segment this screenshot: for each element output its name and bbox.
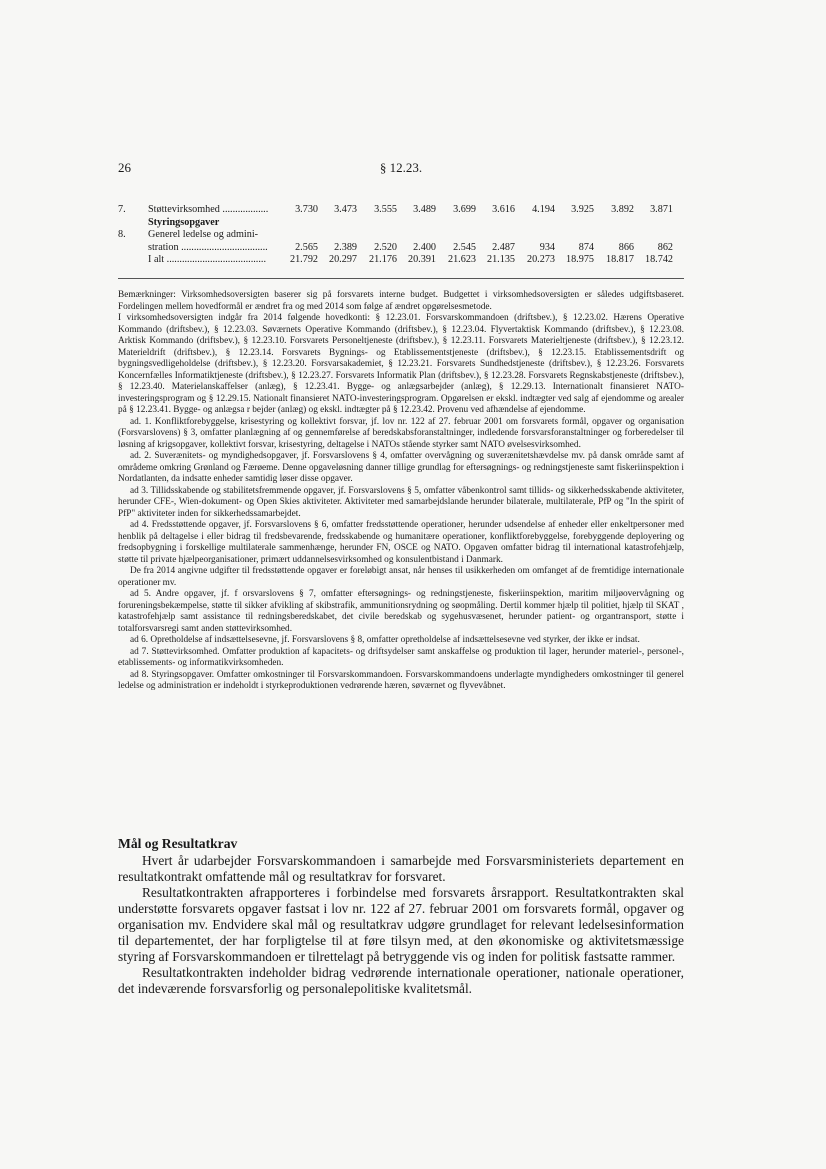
notes-paragraph: ad 4. Fredsstøttende opgaver, jf. Forsvarslovens § 6, omfatter fredsstøttende operationer, herunder udsendelse af enheder eller enkeltpersoner med henblik på deltagelse i eller bidrag til fredsbevarende, fredsskabende og humanitære operationer, konfliktforebyggelse, forebyggende deployering og fredsopbygning i forskellige multilaterale sammenhænge, herunder FN, OSCE og NATO. Opgaven omfatter bidrag til international katastrofehjælp, støtte til private hjælpeorganisationer, primært uddannelsesvirksomhed og konsulentbistand i Danmark. [118, 520, 684, 565]
cell-value: 2.545 [453, 241, 476, 253]
cell-value: 3.925 [571, 204, 594, 215]
page-number: 26 [118, 160, 131, 175]
cell-value: 866 [618, 241, 634, 253]
cell-value: 3.555 [374, 204, 397, 215]
cell-value: 2.487 [492, 241, 515, 253]
cell-value: 21.176 [368, 254, 397, 266]
cell-value: 21.623 [447, 254, 476, 266]
notes-paragraph: ad 6. Opretholdelse af indsættelsesevne, jf. Forsvarslovens § 8, omfatter opretholdelse af indsættelsesevne ved styrker, der ikke er indsat. [130, 635, 640, 645]
cell-value: 3.871 [650, 204, 673, 215]
notes-paragraph: ad 5. Andre opgaver, jf. f orsvarslovens § 7, omfatter eftersøgnings- og redningstjeneste, fiskeriinspektion, maritim miljøovervågning og forureningsbekæmpelse, støtte til sikker afvikling af skibstrafik, ammunitionsrydning og søopmåling. Dertil kommer hjælp til politiet, hjælp til SKAT , katastrofehjælp samt assistance til redningsberedskabet, det civile beredskab og sygehusvæsenet, herunder patient- og organtransport, støtte i totalforsvarsregi samt anden støttevirksomhed. [118, 589, 684, 634]
table-row [118, 242, 684, 255]
row-number: 8. [118, 229, 126, 241]
row-group-heading: Styringsopgaver [148, 216, 220, 228]
section-reference: § 12.23. [379, 160, 423, 175]
notes-block [118, 290, 684, 693]
notes-paragraph: ad. 1. Konfliktforebyggelse, krisestyring og kollektivt forsvar, jf. lov nr. 122 af 27. februar 2001 om forsvarets formål, opgaver og organisation (Forsvarslovens) § 3, omfatter planlægning af og gennemførelse af beredskabsforanstaltninger, indledende forsvarsforanstaltninger og forberedelser til løsning af krigsopgaver, kollektivt forsvar, krisestyring, deltagelse i NATOs stående styrker samt NATO øvelsesvirksomhed. [118, 416, 684, 450]
cell-value: 2.520 [374, 241, 397, 253]
cell-value: 3.473 [334, 204, 357, 215]
cell-value: 21.792 [289, 254, 318, 266]
budget-table [118, 204, 684, 267]
cell-value: 2.565 [295, 241, 318, 253]
cell-value: 3.616 [492, 204, 515, 215]
cell-value: 21.135 [486, 254, 515, 266]
body-paragraph: Resultatkontrakten afrapporteres i forbindelse med forsvarets årsrapport. Resultatkontrakten skal understøtte forsvarets opgaver fastsat i lov nr. 122 af 27. februar 2001 om forsvarets formål, opgaver og organisation mv. Endvidere skal mål og resultatkrav udgøre grundlaget for relevant ledelsesinformation til departementet, der har forpligtelse til at føre tilsyn med, at den økonomiske og aktivitetsmæssige styring af Forsvarskommandoen er tilrettelagt på betryggende vis og inden for politisk fastsatte rammer. [118, 885, 684, 964]
row-label: I alt ....................................... [148, 254, 266, 266]
notes-paragraph: ad. 2. Suverænitets- og myndighedsopgaver, jf. Forsvarslovens § 4, omfatter overvågning og suverænitetshævdelse mv. på dansk område samt af områdeme omkring Grønland og Færøeme. Denne opgaveløsning danner tillige grundlag for eftersøgnings- og redningstjeneste samt fiskeriinspektion i Nordatlanten, da indsatte enheder samtidig løser disse opgaver. [118, 451, 684, 484]
body-paragraph: Hvert år udarbejder Forsvarskommandoen i samarbejde med Forsvarsministeriets departement en resultatkontrakt omfattende mål og resultatkrav for forsvaret. [118, 853, 684, 884]
notes-paragraph: ad 3. Tillidsskabende og stabilitetsfremmende opgaver, jf. Forsvarslovens § 5, omfatter våbenkontrol samt tillids- og sikkerhedsskabende aktiviteter, herunder CFE-, Wien-dokument- og Open Skies aktiviteter. Aktiviteter med samarbejdslande herunder bilaterale, multilaterale, PfP og "In the spirit of PfP" aktiviteter inden for sikkerhedssamarbejdet. [118, 485, 684, 519]
section-heading: Mål og Resultatkrav [118, 836, 238, 851]
cell-value: 3.892 [611, 204, 634, 215]
notes-paragraph: De fra 2014 angivne udgifter til fredsstøttende opgaver er foreløbigt ansat, når henses til usikkerheden om omfanget af de fremtidige internationale operationer mv. [118, 566, 684, 588]
notes-paragraph: I virksomhedsoversigten indgår fra 2014 følgende hovedkonti: § 12.23.01. Forsvarskommandoen (driftsbev.), § 12.23.02. Hærens Operative Kommando (driftsbev.), § 12.23.03. Søværnets Operative Kommando (driftsbev.), § 12.23.04. Flyvertaktisk Kommando (driftsbev.), § 12.23.08. Arktisk Kommando (driftsbev.), § 12.23.10. Forsvarets Personeltjeneste (driftsbev.), § 12.23.11. Forsvarets Materieltjeneste (driftsbev.), § 12.23.12. Materieldrift (driftsbev.), § 12.23.14. Forsvarets Bygnings- og Etablissementstjeneste (driftsbev.), § 12.23.15. Etablissementsdrift og bygningsvedligeholdelse (driftsbev.), § 12.23.20. Forsvarsakademiet, § 12.23.21. Forsvarets Sundhedstjeneste (driftsbev.), § 12.23.26. Forsvarets Koncernfælles Informatiktjeneste (driftsbev.), § 12.23.27. Forsvarets Informatik Plan (driftsbev.), § 12.23.28. Forsvarets Regnskabstjeneste (driftsbev.), § 12.23.40. Materielanskaffelser (anlæg), § 12.23.41. Bygge- og anlægsarbejder (anlæg), § 12.29.13. Internationalt finansieret NATO-investeringsprogram og § 12.29.15. Nationalt finansieret NATO-investeringsprogram. Opgørelsen er ekskl. indtægter ved salg af ejendomme og arealer på § 12.23.41. Bygge- og anlægsa r bejder (anlæg) og ekskl. indtægter på § 12.23.42. Provenu ved afhændelse af ejendomme. [118, 313, 684, 415]
notes-paragraph: ad 8. Styringsopgaver. Omfatter omkostninger til Forsvarskommandoen. Forsvarskommandoens underlagte myndigheders omkostninger til generel ledelse og administration er indeholdt i styrkeproduktionen vedrørende hæren, søværnet og flyvevåbnet. [118, 669, 684, 691]
table-divider [118, 278, 684, 279]
row-number: 7. [118, 204, 126, 215]
row-label: stration .................................. [148, 241, 268, 253]
table-row [118, 217, 684, 230]
notes-paragraph: Bemærkninger: Virksomhedsoversigten baserer sig på forsvarets interne budget. Budgettet i virksomhedsoversigten er således udgiftsbaseret. Fordelingen mellem hovedformål er ændret fra og med 2014 som følge af ændret opgørelsesmetode. [118, 290, 684, 312]
cell-value: 2.400 [413, 241, 436, 253]
cell-value: 934 [539, 241, 555, 253]
cell-value: 20.297 [328, 254, 357, 266]
cell-value: 18.742 [644, 254, 673, 266]
cell-value: 862 [657, 241, 673, 253]
row-label: Støttevirksomhed .................. [148, 204, 269, 215]
cell-value: 3.730 [295, 204, 318, 215]
cell-value: 2.389 [334, 241, 357, 253]
table-row [118, 229, 684, 242]
notes-paragraph: ad 7. Støttevirksomhed. Omfatter produktion af kapacitets- og driftsydelser samt anskaffelse og produktion til lager, herunder materiel-, personel-, etablissements- og informatikvirksomheden. [118, 646, 684, 668]
cell-value: 20.273 [526, 254, 555, 266]
cell-value: 3.489 [413, 204, 436, 215]
cell-value: 874 [578, 241, 594, 253]
cell-value: 4.194 [532, 204, 555, 215]
body-paragraph: Resultatkontrakten indeholder bidrag vedrørende internationale operationer, nationale operationer, det indeværende forsvarsforlig og personalepolitiske kvalitetsmål. [118, 965, 684, 996]
cell-value: 3.699 [453, 204, 476, 215]
table-row [118, 204, 684, 217]
cell-value: 18.975 [565, 254, 594, 266]
cell-value: 20.391 [407, 254, 436, 266]
row-label: Generel ledelse og admini- [148, 229, 259, 241]
table-total-row [118, 254, 684, 267]
main-section [118, 836, 684, 997]
cell-value: 18.817 [605, 254, 634, 266]
